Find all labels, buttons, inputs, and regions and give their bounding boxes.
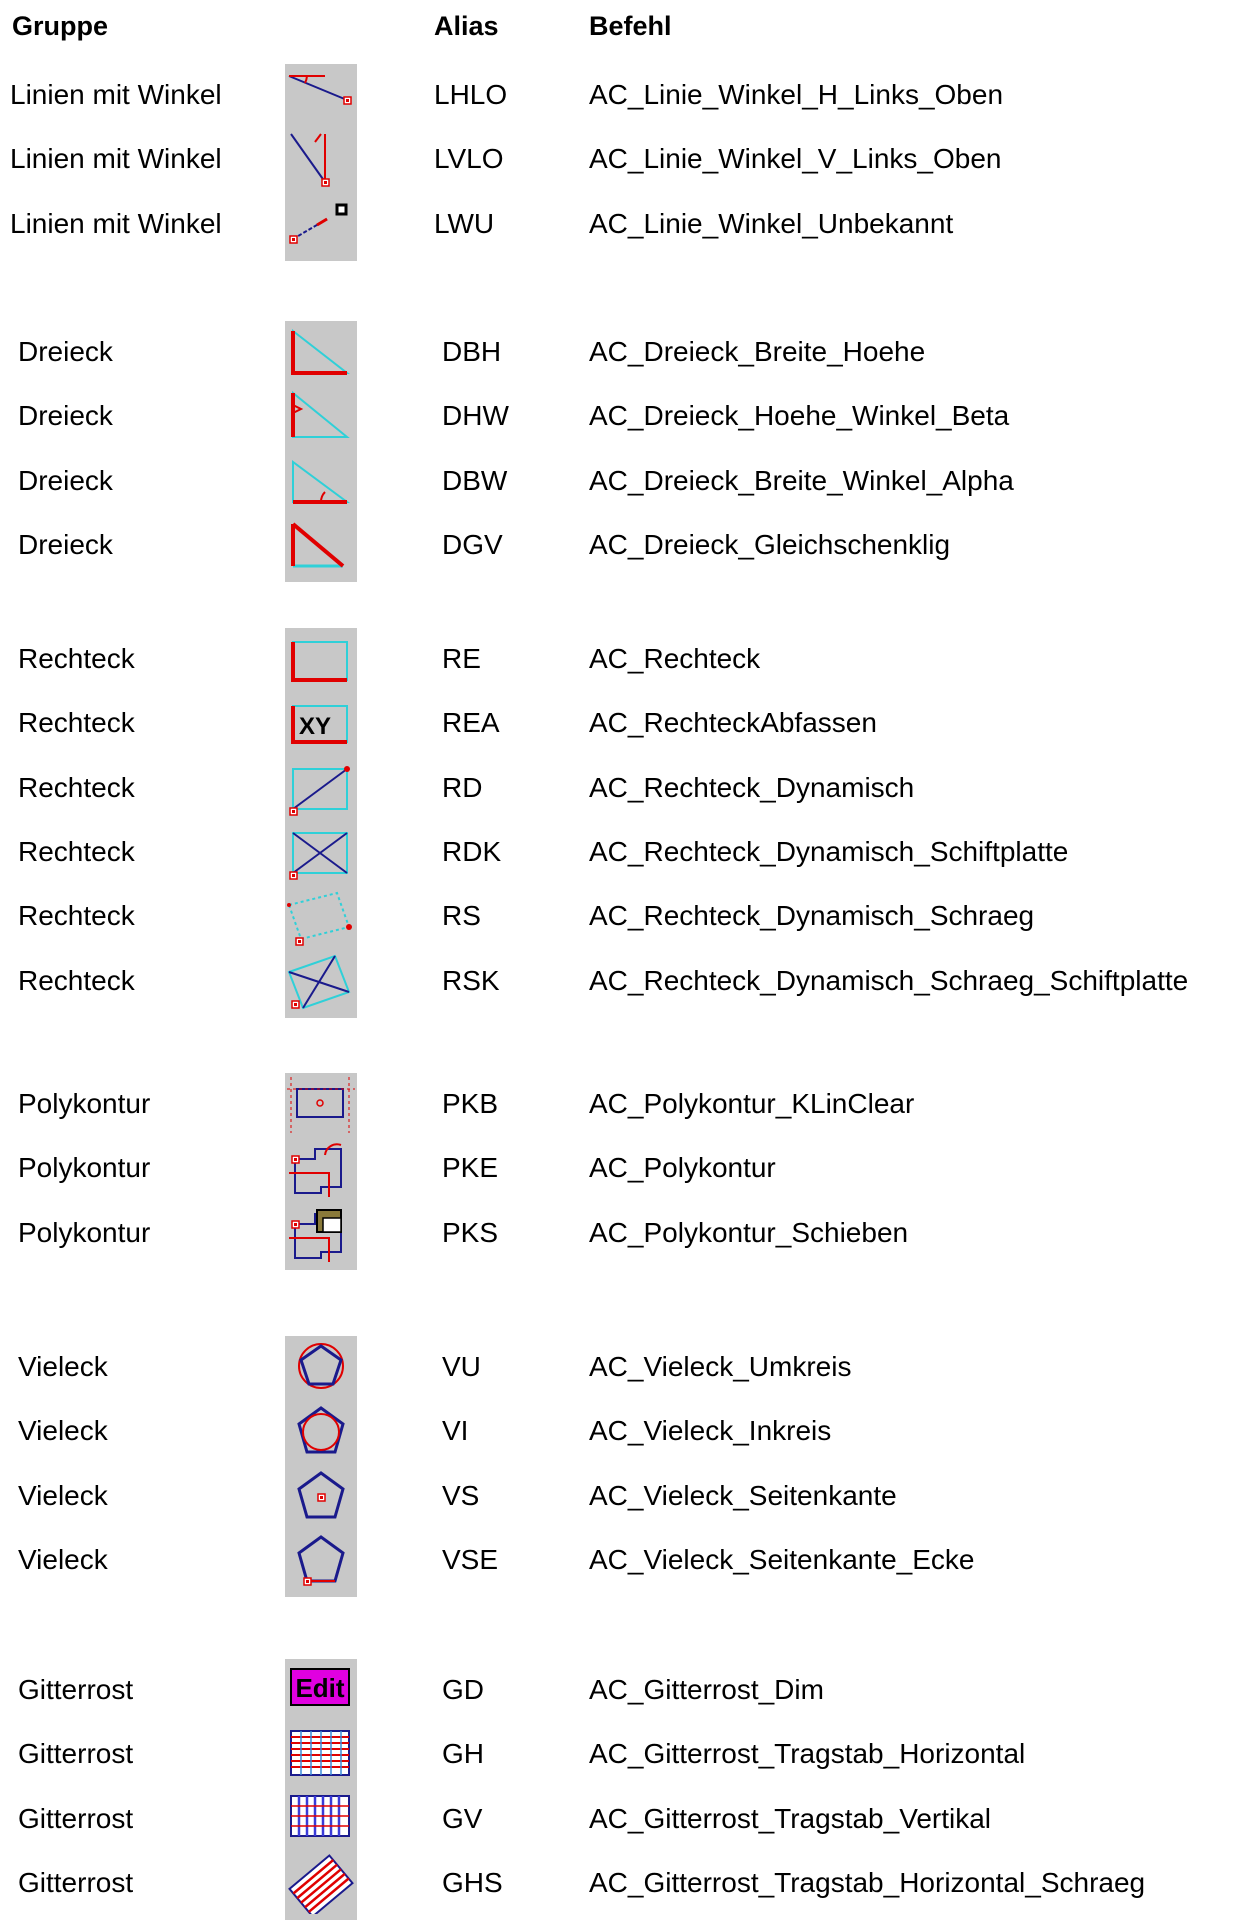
- row-command: AC_Rechteck: [589, 643, 761, 674]
- row-group: Rechteck: [18, 964, 135, 996]
- triangle-width-height-icon: [285, 323, 357, 383]
- row-group: Rechteck: [18, 900, 135, 932]
- row-command: AC_Polykontur_KLinClear: [589, 1088, 915, 1119]
- row-group: Linien mit Winkel: [10, 143, 222, 175]
- line-angle-h-left-top-icon: [285, 66, 357, 126]
- row-command: AC_Gitterrost_Tragstab_Vertikal: [589, 1802, 992, 1834]
- row-alias: LWU: [434, 207, 495, 239]
- row-group: Vieleck: [18, 1351, 108, 1382]
- row-alias: GH: [442, 1738, 484, 1770]
- row-alias: VS: [442, 1479, 480, 1511]
- row-command: AC_Vieleck_Umkreis: [589, 1351, 852, 1382]
- row-group: Rechteck: [18, 835, 135, 867]
- row-group: Dreieck: [18, 400, 113, 432]
- row-command: AC_Gitterrost_Tragstab_Horizontal: [589, 1738, 1026, 1770]
- row-group: Linien mit Winkel: [10, 79, 222, 110]
- row-group: Rechteck: [18, 707, 135, 739]
- header-group: Gruppe: [12, 11, 109, 41]
- header-command: Befehl: [589, 11, 672, 41]
- svg-text:XY: XY: [299, 713, 332, 741]
- row-alias: GHS: [442, 1866, 503, 1898]
- row-alias: GV: [442, 1802, 483, 1834]
- row-command: AC_Linie_Winkel_Unbekannt: [589, 207, 954, 239]
- row-command: AC_Vieleck_Seitenkante_Ecke: [589, 1543, 975, 1575]
- line-angle-unknown-icon: [285, 195, 357, 255]
- row-command: AC_Dreieck_Hoehe_Winkel_Beta: [589, 400, 1010, 432]
- row-command: AC_Polykontur_Schieben: [589, 1216, 909, 1248]
- rectangle-oblique-icon: [285, 887, 357, 947]
- row-alias: RD: [442, 771, 483, 803]
- row-group: Polykontur: [18, 1152, 151, 1184]
- row-command: AC_Linie_Winkel_H_Links_Oben: [589, 79, 1004, 110]
- polygon-side-icon: [285, 1467, 357, 1527]
- row-group: Gitterrost: [18, 1738, 134, 1770]
- grating-edit-icon: [285, 1661, 357, 1721]
- grating-oblique-icon: [285, 1854, 357, 1914]
- row-alias: REA: [442, 707, 500, 739]
- triangle-width-angle-icon: [285, 452, 357, 512]
- row-command: AC_Vieleck_Inkreis: [589, 1415, 832, 1447]
- row-group: Dreieck: [18, 464, 113, 496]
- row-alias: VU: [442, 1351, 481, 1382]
- row-command: AC_Polykontur: [589, 1152, 776, 1184]
- row-alias: PKS: [442, 1216, 499, 1248]
- rectangle-icon: [285, 630, 357, 690]
- rectangle-oblique-cross-icon: [285, 952, 357, 1012]
- row-group: Linien mit Winkel: [10, 207, 222, 239]
- row-command: AC_Gitterrost_Dim: [589, 1674, 824, 1705]
- row-command: AC_Rechteck_Dynamisch_Schraeg_Schiftplatte: [589, 964, 1189, 996]
- polygon-incircle-icon: [285, 1402, 357, 1462]
- row-group: Dreieck: [18, 336, 113, 367]
- row-alias: DGV: [442, 528, 503, 560]
- row-group: Rechteck: [18, 643, 135, 674]
- row-alias: VSE: [442, 1543, 499, 1575]
- row-alias: DBH: [442, 336, 502, 367]
- header-alias: Alias: [434, 11, 499, 41]
- row-group: Rechteck: [18, 771, 135, 803]
- row-command: AC_Rechteck_Dynamisch: [589, 771, 915, 803]
- row-group: Vieleck: [18, 1543, 108, 1575]
- row-group: Gitterrost: [18, 1802, 134, 1834]
- polygon-side-corner-icon: [285, 1531, 357, 1591]
- row-alias: LVLO: [434, 143, 504, 175]
- row-command: AC_Vieleck_Seitenkante: [589, 1479, 897, 1511]
- row-group: Gitterrost: [18, 1674, 134, 1705]
- row-alias: DHW: [442, 400, 509, 432]
- row-group: Vieleck: [18, 1415, 108, 1447]
- triangle-isosceles-icon: [285, 516, 357, 576]
- polycontour-clear-icon: [285, 1075, 357, 1135]
- row-group: Polykontur: [18, 1088, 151, 1119]
- rectangle-dynamic-cross-icon: [285, 823, 357, 883]
- rectangle-dynamic-icon: [285, 759, 357, 819]
- grating-horizontal-icon: [285, 1725, 357, 1785]
- row-command: AC_Dreieck_Gleichschenklig: [589, 528, 951, 560]
- row-alias: RSK: [442, 964, 500, 996]
- row-alias: LHLO: [434, 79, 508, 110]
- row-alias: RDK: [442, 835, 502, 867]
- row-alias: RS: [442, 900, 481, 932]
- row-alias: GD: [442, 1674, 484, 1705]
- polygon-circumcircle-icon: [285, 1338, 357, 1398]
- triangle-height-angle-icon: [285, 387, 357, 447]
- row-command: AC_Dreieck_Breite_Hoehe: [589, 336, 926, 367]
- row-command: AC_Rechteck_Dynamisch_Schraeg: [589, 900, 1035, 932]
- row-group: Gitterrost: [18, 1866, 134, 1898]
- row-command: AC_RechteckAbfassen: [589, 707, 877, 739]
- row-command: AC_Rechteck_Dynamisch_Schiftplatte: [589, 835, 1069, 867]
- polycontour-icon: [285, 1139, 357, 1199]
- row-alias: DBW: [442, 464, 508, 496]
- row-alias: PKB: [442, 1088, 499, 1119]
- row-group: Dreieck: [18, 528, 113, 560]
- row-group: Vieleck: [18, 1479, 108, 1511]
- svg-text:Edit: Edit: [295, 1673, 345, 1703]
- row-alias: RE: [442, 643, 481, 674]
- row-group: Polykontur: [18, 1216, 151, 1248]
- row-alias: VI: [442, 1415, 469, 1447]
- row-command: AC_Gitterrost_Tragstab_Horizontal_Schraeg: [589, 1866, 1146, 1898]
- rectangle-xy-icon: [285, 694, 357, 754]
- polycontour-move-icon: [285, 1204, 357, 1264]
- grating-vertical-icon: [285, 1790, 357, 1850]
- line-angle-v-left-top-icon: [285, 130, 357, 190]
- row-command: AC_Linie_Winkel_V_Links_Oben: [589, 143, 1002, 175]
- row-alias: PKE: [442, 1152, 499, 1184]
- row-command: AC_Dreieck_Breite_Winkel_Alpha: [589, 464, 1014, 496]
